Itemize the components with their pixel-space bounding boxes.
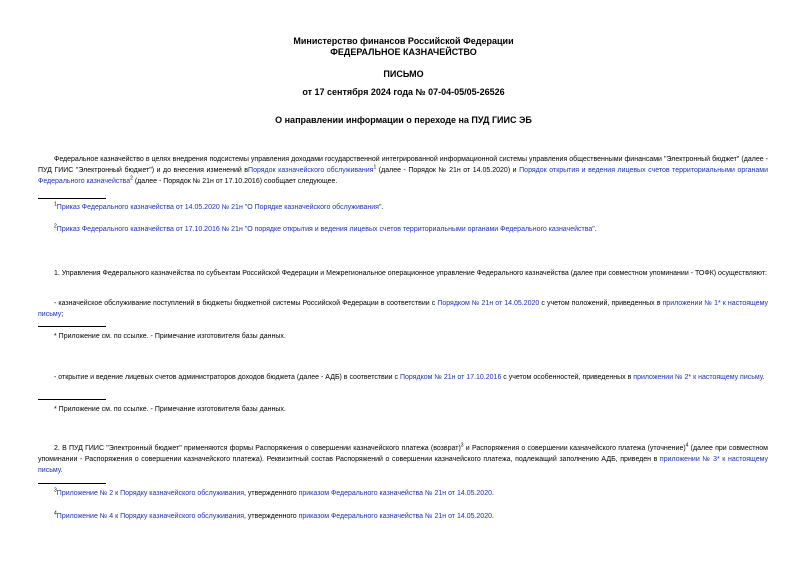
footnote-link[interactable]: Приказ Федерального казначейства от 17.10.2016 № 21н "О порядке открытия и ведения лицевых счетов территориальными органами Федерального казначейства" <box>56 226 595 233</box>
doc-date-number: от 17 сентября 2024 года № 07-04-05/05-26526 <box>302 87 505 97</box>
section-text: 2. В ПУД ГИИС "Электронный бюджет" применяются формы Распоряжения о совершении казначейского платежа (возврат) <box>54 445 461 452</box>
item-text: . <box>762 374 765 381</box>
footnote-text: . <box>492 513 494 520</box>
item-text: - открытие и ведение лицевых счетов администраторов доходов бюджета (далее - АДБ) в соответствии с <box>54 374 400 381</box>
footnote-item <box>54 488 768 499</box>
section-text: и Распоряжения о совершении казначейского платежа (уточнение) <box>463 445 686 452</box>
intro-paragraph <box>38 154 768 187</box>
footnote-text: , утвержденного <box>244 490 299 497</box>
org-subname: ФЕДЕРАЛЬНОЕ КАЗНАЧЕЙСТВО <box>330 47 477 57</box>
footnote-note: * Приложение см. по ссылке. - Примечание изготовителя базы данных. <box>54 406 286 413</box>
footnote-mark: 4 <box>54 510 57 517</box>
doc-subject: О направлении информации о переходе на ПУД ГИИС ЭБ <box>275 115 532 125</box>
link-poryadok-kaznacheyskogo-obsluzhivaniya[interactable]: Порядок казначейского обслуживания <box>248 167 374 174</box>
footnote-mark: 1 <box>54 201 57 208</box>
footnote-link[interactable]: Приказ Федерального казначейства от 14.05.2020 № 21н "О Порядке казначейского обслуживания" <box>56 204 382 211</box>
footnote-mark: 4 <box>685 442 689 449</box>
item-1-paragraph <box>38 298 768 320</box>
footnote-note: * Приложение см. по ссылке. - Примечание изготовителя базы данных. <box>54 333 286 340</box>
footnote-link[interactable]: приказом Федерального казначейства № 21н от 14.05.2020 <box>298 513 492 520</box>
link-poryadok-21n-2016[interactable]: Порядком № 21н от 17.10.2016 <box>399 374 502 381</box>
item-text: - казначейское обслуживание поступлений в бюджеты бюджетной системы Российской Федерации в соответствии с <box>54 300 438 307</box>
footnote-text: , утвержденного <box>244 513 299 520</box>
footnote-divider <box>38 483 106 484</box>
footnote-mark: 3 <box>54 487 57 494</box>
footnote-link[interactable]: Приложение № 4 к Порядку казначейского обслуживания <box>56 513 245 520</box>
footnote-text: . <box>492 490 494 497</box>
section-2-paragraph <box>38 443 768 476</box>
footnote-item <box>54 511 768 522</box>
section-1-paragraph: 1. Управления Федерального казначейства по субъектам Российской Федерации и Межрегиональное операционное управление Федерального казначейства (далее при совместном упоминании - ТОФК) осуществляют: <box>54 270 767 277</box>
link-prilozhenie-1[interactable]: приложении № 1* к настоящему письму <box>38 300 768 318</box>
intro-text: Федеральное казначейство в целях внедрения подсистемы управления доходами государственной интегрированной информационной системы управления общественными финансами "Электронный бюджет" (далее - ПУД ГИИС "Электронный бюджет") и до внесения изменений в <box>38 156 768 174</box>
intro-text: (далее - Порядок № 21н от 17.10.2016) сообщает следующее. <box>132 178 338 185</box>
link-prilozhenie-2[interactable]: приложении № 2* к настоящему письму <box>633 374 763 381</box>
footnote-text: . <box>594 226 597 233</box>
item-text: с учетом особенностей, приведенных в <box>501 374 634 381</box>
footnote-link[interactable]: Приложение № 2 к Порядку казначейского обслуживания <box>56 490 245 497</box>
section-text: . <box>60 467 63 474</box>
footnote-link[interactable]: приказом Федерального казначейства № 21н от 14.05.2020 <box>298 490 492 497</box>
item-text: с учетом положений, приведенных в <box>539 300 663 307</box>
footnote-item <box>54 224 768 235</box>
link-poryadok-21n-2020[interactable]: Порядком № 21н от 14.05.2020 <box>437 300 540 307</box>
footnote-mark: 1 <box>373 164 377 171</box>
link-poryadok-otkrytiya-schetov[interactable]: Порядок открытия и ведения лицевых счетов территориальными органами Федерального казначейства <box>38 167 769 185</box>
section-text: (далее при совместном упоминании - Распоряжения о совершении казначейского платежа). Реквизитный состав Распоряжений о совершении казначейского платежа, подлежащий заполнению АДБ, приведен в <box>38 445 768 463</box>
item-2-paragraph <box>38 372 768 383</box>
intro-text: (далее - Порядок № 21н от 14.05.2020) и <box>376 167 520 174</box>
footnote-divider <box>38 326 106 327</box>
footnote-mark: 2 <box>130 175 133 182</box>
link-prilozhenie-3[interactable]: приложении № 3* к настоящему письму <box>38 456 768 474</box>
doc-type: ПИСЬМО <box>383 69 424 79</box>
footnote-text: . <box>381 204 384 211</box>
footnote-divider <box>38 399 106 400</box>
footnote-mark: 3 <box>460 442 464 449</box>
item-text: ; <box>61 311 64 318</box>
org-name: Министерство финансов Российской Федерации <box>293 36 514 46</box>
footnote-item <box>54 202 768 213</box>
footnote-mark: 2 <box>54 223 57 230</box>
footnote-divider <box>38 198 106 199</box>
